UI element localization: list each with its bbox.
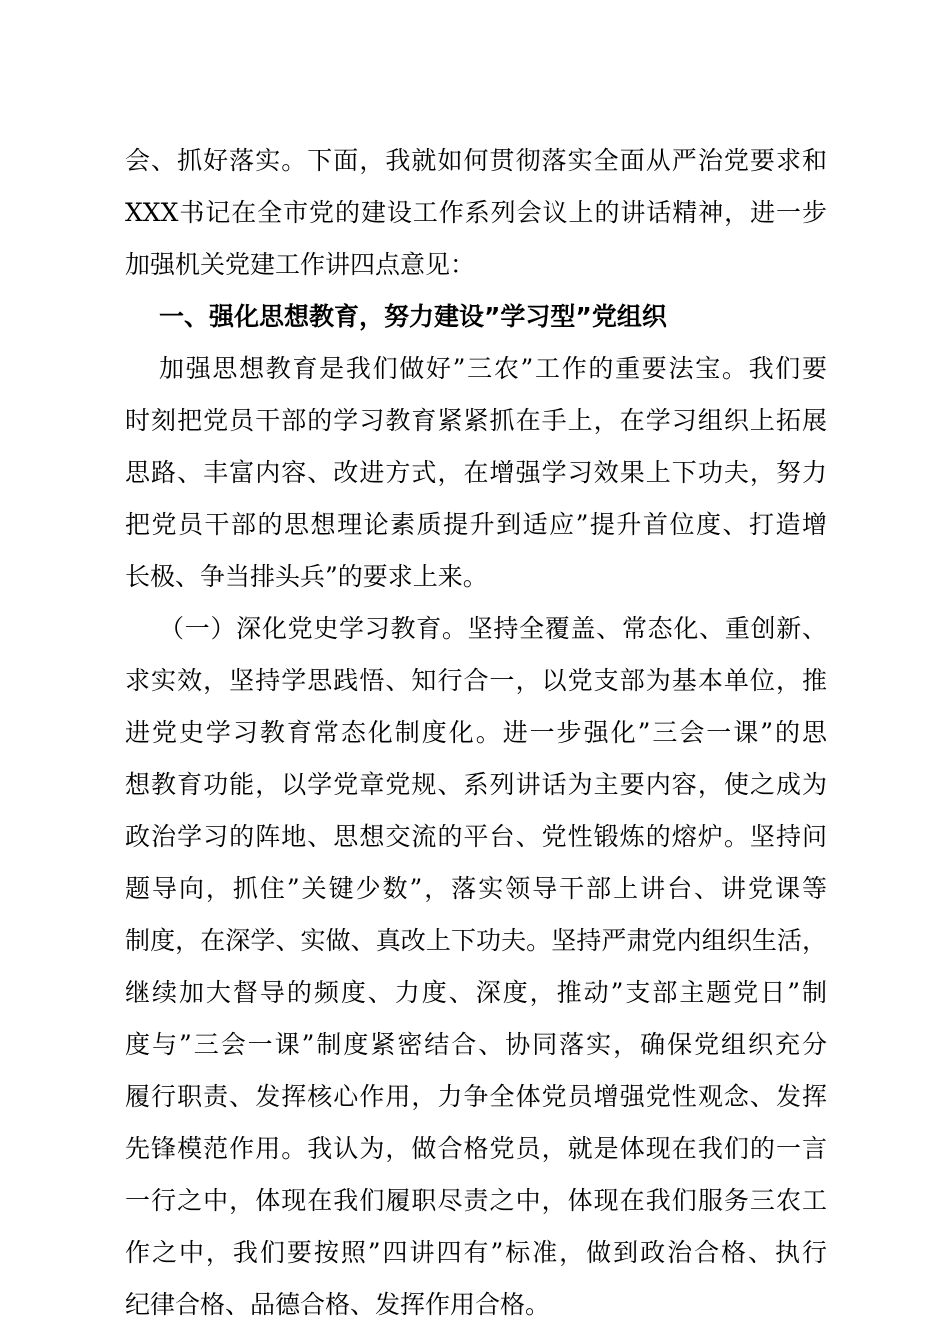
subsection-first-line [125, 603, 827, 655]
intro-line: 会、抓好落实。下面，我就如何贯彻落实全面从严治党要求和 [125, 146, 827, 175]
paragraph-line: 政治学习的阵地、思想交流的平台、党性锻炼的熔炉。坚持问 [125, 822, 827, 851]
paragraph-line: 一行之中，体现在我们履职尽责之中，体现在我们服务三农工 [125, 1186, 827, 1215]
subsection-title: （一）深化党史学习教育。 [159, 614, 468, 643]
paragraph-line: 进党史学习教育常态化制度化。进一步强化”三会一课”的思 [125, 718, 827, 747]
paragraph-line: 长极、争当排头兵”的要求上来。 [125, 562, 488, 591]
paragraph-line: 思路、丰富内容、改进方式，在增强学习效果上下功夫，努力 [125, 458, 827, 487]
paragraph-line: 制度，在深学、实做、真改上下功夫。坚持严肃党内组织生活， [125, 926, 827, 955]
paragraph-line: 纪律合格、品德合格、发挥作用合格。 [125, 1290, 551, 1319]
paragraph-line: 题导向，抓住”关键少数”，落实领导干部上讲台、讲党课等 [125, 874, 827, 903]
paragraph-line: 把党员干部的思想理论素质提升到适应”提升首位度、打造增 [125, 510, 827, 539]
paragraph-line: 履行职责、发挥核心作用，力争全体党员增强党性观念、发挥 [125, 1082, 827, 1111]
intro-line: XXX书记在全市党的建设工作系列会议上的讲话精神，进一步 [125, 198, 827, 227]
paragraph-line: 求实效，坚持学思践悟、知行合一，以党支部为基本单位，推 [125, 666, 827, 695]
intro-line: 加强机关党建工作讲四点意见： [125, 250, 476, 279]
paragraph-line: 加强思想教育是我们做好”三农”工作的重要法宝。我们要 [159, 354, 827, 383]
paragraph-line: 时刻把党员干部的学习教育紧紧抓在手上，在学习组织上拓展 [125, 406, 827, 435]
paragraph-text: 坚持全覆盖、常态化、重创新、 [467, 614, 827, 643]
paragraph-line: 继续加大督导的频度、力度、深度，推动”支部主题党日”制 [125, 978, 827, 1007]
paragraph-line: 先锋模范作用。我认为，做合格党员，就是体现在我们的一言 [125, 1134, 827, 1163]
paragraph-line: 作之中，我们要按照”四讲四有”标准，做到政治合格、执行 [125, 1238, 827, 1267]
section-heading: 一、强化思想教育，努力建设”学习型”党组织 [159, 302, 667, 331]
paragraph-line: 想教育功能，以学党章党规、系列讲话为主要内容，使之成为 [125, 770, 827, 799]
paragraph-line: 度与”三会一课”制度紧密结合、协同落实，确保党组织充分 [125, 1030, 827, 1059]
document-body [125, 135, 827, 1331]
